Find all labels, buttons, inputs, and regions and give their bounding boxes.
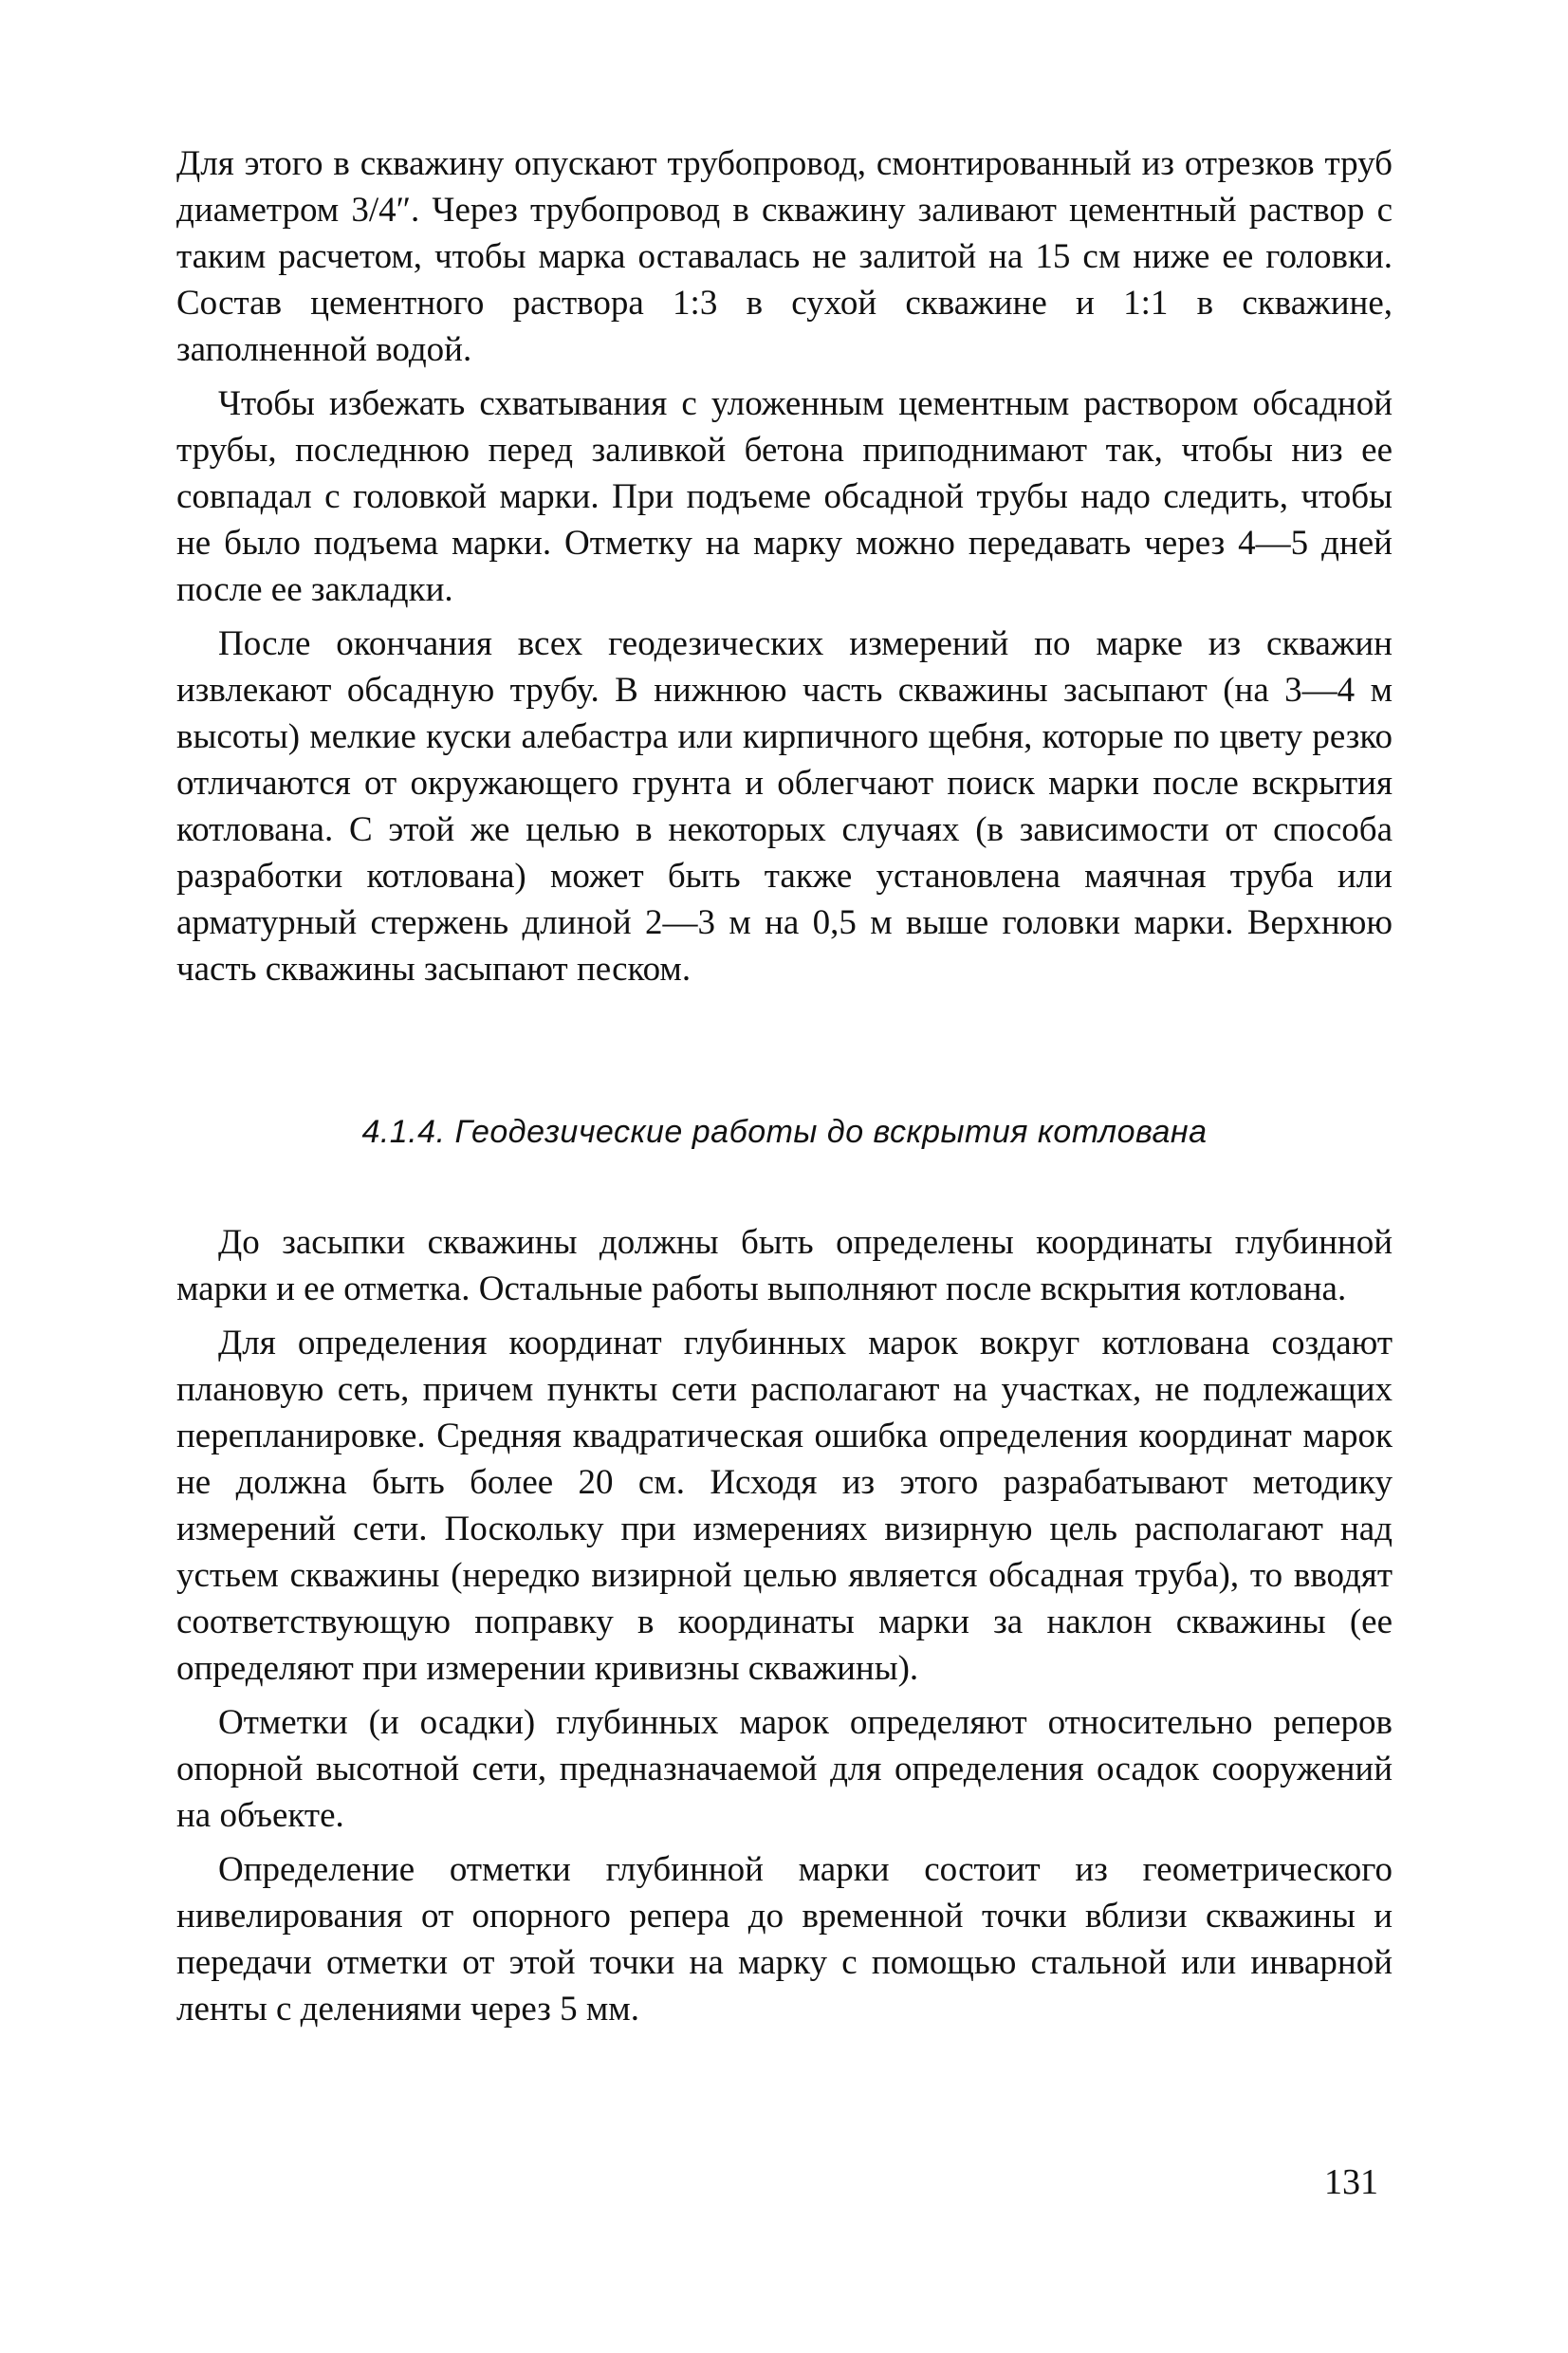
- section-2-body: [176, 1219, 1393, 2040]
- paragraph: До засыпки скважины должны быть определены координаты глубинной марки и ее отметка. Остальные работы выполняют после вскрытия котлована.: [176, 1223, 1393, 1308]
- paragraph: Для определения координат глубинных марок вокруг котлована создают плановую сеть, причем пункты сети располагают на участках, не подлежащих перепланировке. Средняя квадратическая ошибка определения координат марок не должна быть более 20 см. Исходя из этого разрабатывают методику измерений сети. Поскольку при измерениях визирную цель располагают над устьем скважины (нередко визирной целью является обсадная труба), то вводят соответствующую поправку в координаты марки за наклон скважины (ее определяют при измерении кривизны скважины).: [176, 1324, 1393, 1688]
- page-number: 131: [1324, 2162, 1378, 2202]
- paragraph: Отметки (и осадки) глубинных марок определяют относительно реперов опорной высотной сети, предназначаемой для определения осадок сооружений на объекте.: [176, 1703, 1393, 1835]
- paragraph: Определение отметки глубинной марки состоит из геометрического нивелирования от опорного репера до временной точки вблизи скважины и передачи отметки от этой точки на марку с помощью стальной или инварной ленты с делениями через 5 мм.: [176, 1850, 1393, 2029]
- paragraph: Чтобы избежать схватывания с уложенным цементным раствором обсадной трубы, последнюю перед заливкой бетона приподнимают так, чтобы низ ее совпадал с головкой марки. При подъеме обсадной трубы надо следить, чтобы не было подъема марки. Отметку на марку можно передавать через 4—5 дней после ее закладки.: [176, 384, 1393, 609]
- paragraph: Для этого в скважину опускают трубопровод, смонтированный из отрезков труб диаметром 3/4″. Через трубопровод в скважину заливают цементный раствор с таким расчетом, чтобы марка оставалась не залитой на 15 см ниже ее головки. Состав цементного раствора 1:3 в сухой скважине и 1:1 в скважине, заполненной водой.: [176, 144, 1393, 369]
- section-1-body: [176, 140, 1393, 1000]
- paragraph: После окончания всех геодезических измерений по марке из скважин извлекают обсадную трубу. В нижнюю часть скважины засыпают (на 3—4 м высоты) мелкие куски алебастра или кирпичного щебня, которые по цвету резко отличаются от окружающего грунта и облегчают поиск марки после вскрытия котлована. С этой же целью в некоторых случаях (в зависимости от способа разработки котлована) может быть также установлена маячная труба или арматурный стержень длиной 2—3 м на 0,5 м выше головки марки. Верхнюю часть скважины засыпают песком.: [176, 624, 1393, 989]
- section-heading: 4.1.4. Геодезические работы до вскрытия котлована: [361, 1114, 1208, 1150]
